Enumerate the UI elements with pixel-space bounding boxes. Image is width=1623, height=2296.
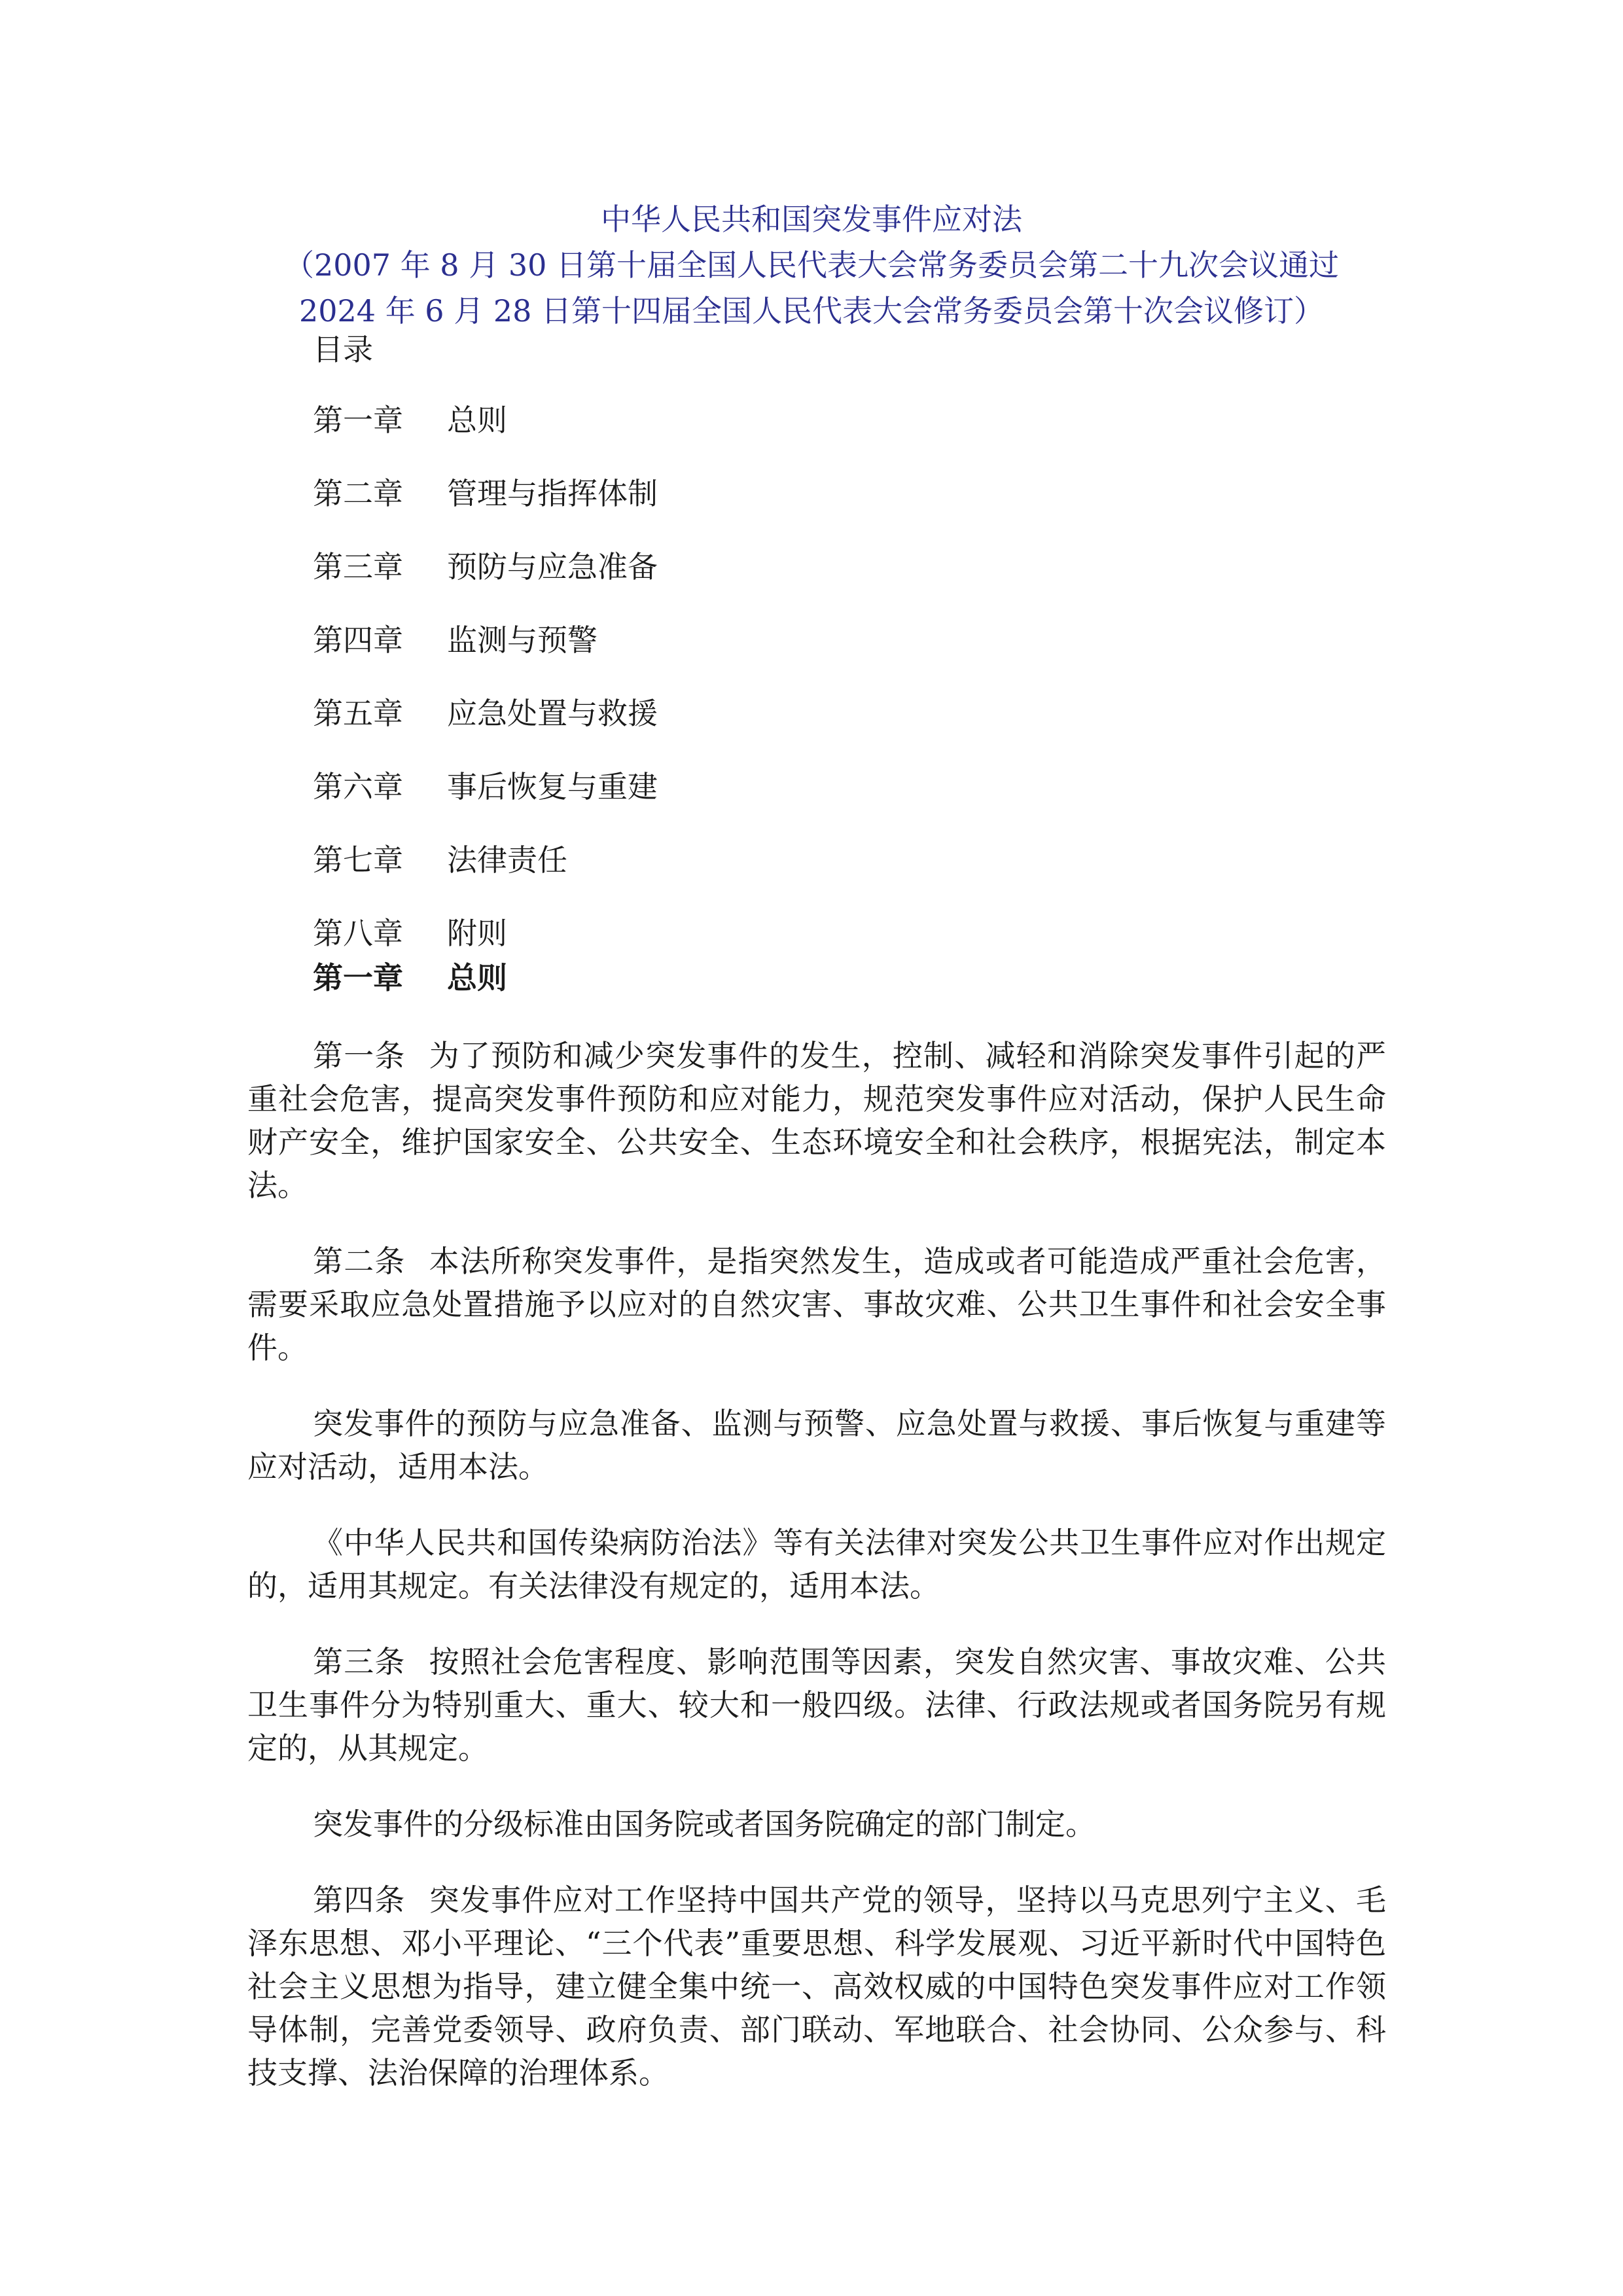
chapter-heading — [313, 957, 507, 999]
table-of-contents — [313, 399, 658, 986]
paragraph — [247, 1402, 1386, 1488]
article-number: 第三条 — [313, 1644, 406, 1679]
paragraph — [247, 1521, 1386, 1607]
paragraph-text: 突发事件的分级标准由国务院或者国务院确定的部门制定。 — [313, 1806, 1096, 1842]
paragraph-text: 按照社会危害程度、影响范围等因素，突发自然灾害、事故灾难、公共卫生事件分为特别重大、重大、较大和一般四级。法律、行政法规或者国务院另有规定的，从其规定。 — [247, 1644, 1387, 1766]
document-title: 中华人民共和国突发事件应对法 — [601, 202, 1022, 237]
toc-chapter-name: 应急处置与救援 — [447, 696, 658, 731]
paragraph-text: 突发事件应对工作坚持中国共产党的领导，坚持以马克思列宁主义、毛泽东思想、邓小平理论、“三个代表”重要思想、科学发展观、习近平新时代中国特色社会主义思想为指导，建立健全集中统一、高效权威的中国特色突发事件应对工作领导体制，完善党委领导、政府负责、部门联动、军地联合、社会协同、公众参与、科技支撑、法治保障的治理体系。 — [247, 1882, 1387, 2090]
paragraph-text: 突发事件的预防与应急准备、监测与预警、应急处置与救援、事后恢复与重建等应对活动，适用本法。 — [247, 1406, 1386, 1484]
chapter-name: 总则 — [447, 960, 507, 996]
toc-chapter-name: 管理与指挥体制 — [447, 476, 658, 511]
paragraph — [247, 1803, 1386, 1846]
toc-item — [313, 546, 658, 619]
paragraph-text: 为了预防和减少突发事件的发生，控制、减轻和消除突发事件引起的严重社会危害，提高突发事件预防和应对能力，规范突发事件应对活动，保护人民生命财产安全，维护国家安全、公共安全、生态环境安全和社会秩序，根据宪法，制定本法。 — [247, 1038, 1387, 1203]
toc-chapter-name: 事后恢复与重建 — [447, 769, 658, 804]
toc-item — [313, 473, 658, 546]
toc-chapter-name: 附则 — [447, 916, 507, 951]
article-number: 第一条 — [313, 1038, 406, 1073]
toc-item — [313, 766, 658, 839]
paragraph — [247, 1878, 1386, 2094]
toc-chapter-number: 第六章 — [313, 769, 403, 804]
toc-label: 目录 — [313, 332, 373, 367]
paragraph-text: 本法所称突发事件，是指突然发生，造成或者可能造成严重社会危害，需要采取应急处置措施予以应对的自然灾害、事故灾难、公共卫生事件和社会安全事件。 — [247, 1244, 1387, 1365]
toc-chapter-name: 总则 — [447, 403, 507, 438]
body-text — [247, 1034, 1386, 2127]
toc-item — [313, 399, 658, 473]
toc-item — [313, 692, 658, 766]
toc-item — [313, 839, 658, 912]
document-subtitle-line-2: 2024 年 6 月 28 日第十四届全国人民代表大会常务委员会第十次会议修订） — [299, 293, 1324, 329]
toc-chapter-number: 第一章 — [313, 403, 403, 438]
chapter-number: 第一章 — [313, 960, 403, 996]
toc-chapter-name: 监测与预警 — [447, 622, 597, 658]
toc-chapter-name: 预防与应急准备 — [447, 549, 658, 584]
toc-chapter-number: 第八章 — [313, 916, 403, 951]
toc-chapter-number: 第二章 — [313, 476, 403, 511]
toc-chapter-number: 第四章 — [313, 622, 403, 658]
article-number: 第二条 — [313, 1244, 406, 1279]
paragraph-text: 《中华人民共和国传染病防治法》等有关法律对突发公共卫生事件应对作出规定的，适用其规定。有关法律没有规定的，适用本法。 — [247, 1525, 1386, 1604]
toc-chapter-name: 法律责任 — [447, 842, 567, 878]
toc-item — [313, 619, 658, 692]
paragraph — [247, 1034, 1386, 1207]
paragraph — [247, 1640, 1386, 1770]
document-subtitle-line-1: （2007 年 8 月 30 日第十届全国人民代表大会常务委员会第二十九次会议通过 — [284, 247, 1339, 283]
toc-chapter-number: 第三章 — [313, 549, 403, 584]
article-number: 第四条 — [313, 1882, 406, 1918]
toc-chapter-number: 第七章 — [313, 842, 403, 878]
toc-chapter-number: 第五章 — [313, 696, 403, 731]
paragraph — [247, 1240, 1386, 1369]
